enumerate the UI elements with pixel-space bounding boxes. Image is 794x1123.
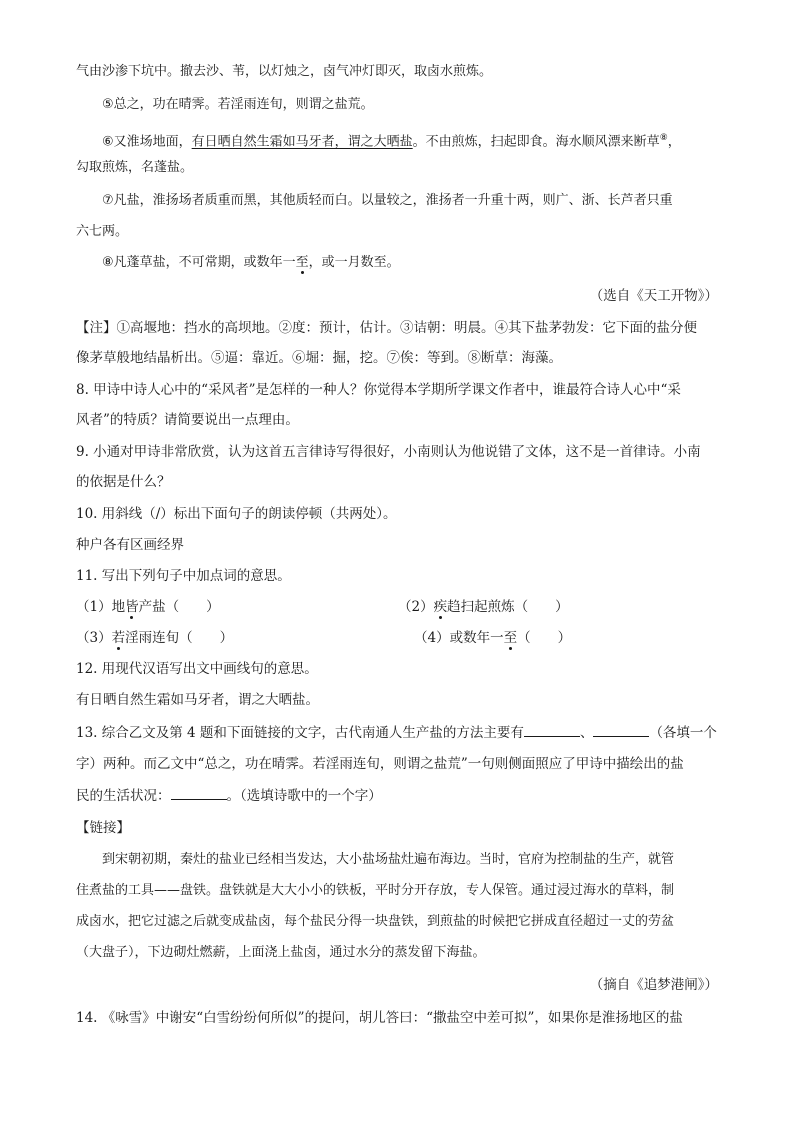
question-12-sentence: 有日晒自然生霜如马牙者，谓之大晒盐。 xyxy=(76,692,319,708)
text: ⑧凡蓬草盐，不可常期，或数年一 xyxy=(102,255,296,270)
passage-paragraph-5: ⑤总之，功在晴霁。若淫雨连旬，则谓之盐荒。 xyxy=(102,97,374,112)
link-source: （摘自《追梦港闸》） xyxy=(589,977,718,993)
dotted-word: 至 xyxy=(503,630,518,646)
item-4 xyxy=(414,628,571,648)
text: 。（选填诗歌中的一个字） xyxy=(226,788,382,804)
question-13-cont: 字）两种。而乙文中“总之，功在晴霁。若淫雨连旬，则谓之盐荒”一句则侧面照应了甲诗中描绘出的盐 xyxy=(76,756,684,772)
link-line-3: 成卤水，把它过滤之后就变成盐卤，每个盐民分得一块盘铁，到煎盐的时候把它拼成直径超过一丈的劳盆 xyxy=(76,914,675,929)
question-11-row-1 xyxy=(76,597,732,617)
link-line-1: 到宋朝初期，秦灶的盐业已经相当发达，大小盐场盐灶遍布海边。当时，官府为控制盐的生产，就管 xyxy=(102,852,675,867)
dotted-word: 至 xyxy=(295,255,309,270)
question-12: 12. 用现代汉语写出文中画线句的意思。 xyxy=(76,661,318,677)
link-line-2: 住煮盐的工具——盘铁。盘铁就是大大小小的铁板，平时分开存放，专人保管。通过浸过海水的草料，制 xyxy=(76,883,675,898)
passage-source: （选自《天工开物》） xyxy=(589,288,718,304)
answer-blank[interactable] xyxy=(171,785,227,800)
item-1 xyxy=(76,599,220,615)
answer-blank[interactable] xyxy=(593,722,649,737)
text: 淫雨连旬（ ） xyxy=(125,630,234,646)
question-8: 8. 甲诗中诗人心中的“采风者”是怎样的一种人？你觉得本学期所学课文作者中，谁最符合诗人心中“采 xyxy=(76,382,681,398)
text: （4）或数年一 xyxy=(414,630,504,646)
passage-paragraph-7-cont: 六七两。 xyxy=(76,224,129,239)
text: （2） xyxy=(398,599,434,615)
text: 、 xyxy=(579,725,594,741)
footnote-marker: ⑧ xyxy=(659,133,668,143)
text: 13. 综合乙文及第 4 题和下面链接的文字，古代南通人生产盐的方法主要有 xyxy=(76,725,524,741)
link-title: 【链接】 xyxy=(76,820,130,836)
dotted-word: 疾 xyxy=(433,599,448,615)
underlined-sentence: 有日晒自然生霜如马牙者，谓之大晒盐 xyxy=(191,134,413,150)
text: 。不由煎炼，扫起即食。海水顺风漂来断草 xyxy=(412,134,660,150)
text: （3） xyxy=(76,630,112,646)
question-11: 11. 写出下列句子中加点词的意思。 xyxy=(76,568,291,584)
question-8-cont: 风者”的特质？请简要说出一点理由。 xyxy=(76,412,299,428)
item-2 xyxy=(398,597,569,617)
link-line-4: （大盘子），下边砌灶燃薪，上面浇上盐卤，通过水分的蒸发留下海盐。 xyxy=(76,945,486,960)
passage-paragraph-6-cont: 勾取煎炼，名蓬盐。 xyxy=(76,160,194,175)
question-11-row-2 xyxy=(76,628,732,648)
text: （ ） xyxy=(517,630,572,646)
text: 趋扫起煎炼（ ） xyxy=(447,599,569,615)
notes-line-2: 像茅草般地结晶析出。⑤逼：靠近。⑥堀：掘，挖。⑦俟：等到。⑧断草：海藻。 xyxy=(76,350,562,366)
notes-line-1: 【注】①高堰地：挡水的高坝地。②度：预计，估计。③诘朝：明晨。④其下盐茅勃发：它下面的盐分便 xyxy=(76,320,697,336)
question-9: 9. 小通对甲诗非常欣赏，认为这首五言律诗写得很好，小南则认为他说错了文体，这不是一首律诗。小南 xyxy=(76,444,701,460)
item-3 xyxy=(76,630,233,646)
dotted-word: 若 xyxy=(111,630,126,646)
dotted-word: 皆 xyxy=(125,599,139,615)
answer-blank[interactable] xyxy=(524,722,580,737)
text: ⑥又淮场地面， xyxy=(102,134,192,150)
text: 产盐（ ） xyxy=(138,599,220,615)
question-13-cont-2 xyxy=(76,785,732,805)
text: （1）地 xyxy=(76,599,126,615)
text: ， xyxy=(667,134,681,150)
question-14: 14. 《咏雪》中谢安“白雪纷纷何所似”的提问，胡儿答曰：“撒盐空中差可拟”，如果你是淮扬地区的盐 xyxy=(76,1010,683,1026)
passage-paragraph-8 xyxy=(102,253,732,273)
passage-paragraph-6 xyxy=(102,128,732,148)
passage-line: 气由沙渗下坑中。撤去沙、苇，以灯烛之，卤气冲灯即灭，取卤水煎炼。 xyxy=(76,64,493,79)
question-9-cont: 的依据是什么？ xyxy=(76,474,171,490)
question-10-sentence: 种户各有区画经界 xyxy=(76,537,184,553)
text: ，或一月数至。 xyxy=(308,255,400,270)
question-13 xyxy=(76,722,732,742)
text: 民的生活状况： xyxy=(76,788,171,804)
question-10: 10. 用斜线（/）标出下面句子的朗读停顿（共两处）。 xyxy=(76,506,397,522)
passage-paragraph-7: ⑦凡盐，淮扬场者质重而黑，其他质轻而白。以量较之，淮扬者一升重十两，则广、浙、长芦者只重 xyxy=(102,193,673,208)
text: （各填一个 xyxy=(649,725,717,741)
